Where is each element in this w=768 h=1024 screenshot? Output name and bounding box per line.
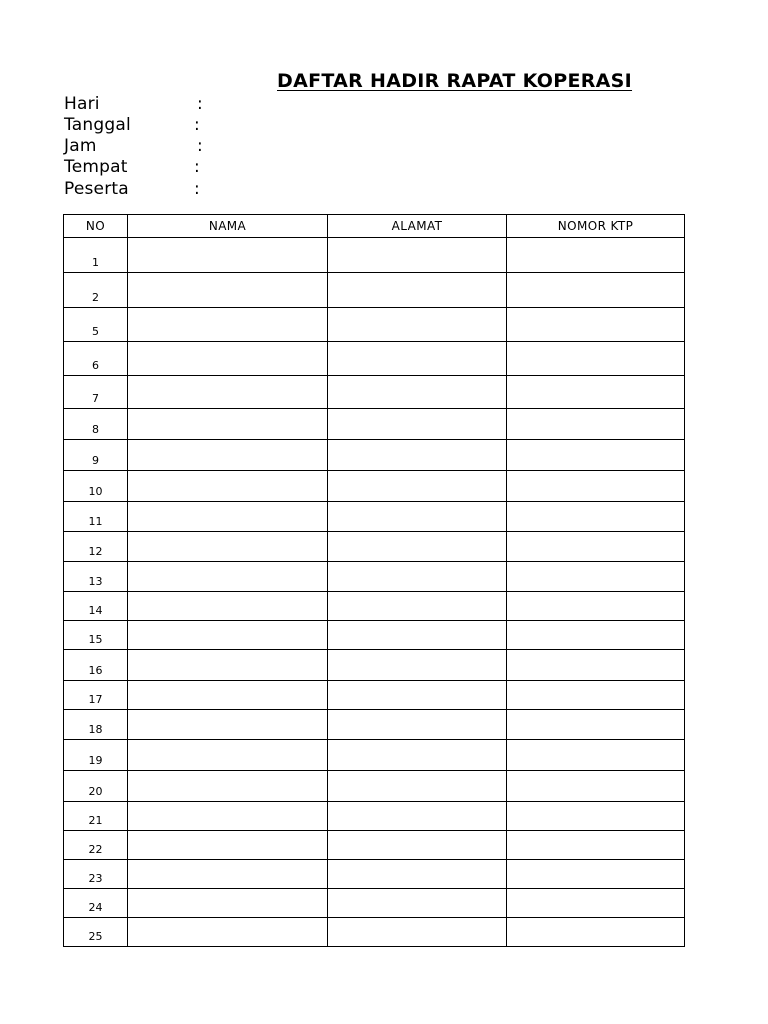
table-row xyxy=(64,740,685,771)
document-title: DAFTAR HADIR RAPAT KOPERASI xyxy=(277,70,633,92)
alamat-cell[interactable] xyxy=(328,681,507,710)
table-row xyxy=(64,440,685,471)
column-header-nomor-ktp: NOMOR KTP xyxy=(507,215,685,238)
nomor-ktp-cell[interactable] xyxy=(507,710,685,740)
field-separator: : xyxy=(194,179,200,199)
table-row xyxy=(64,889,685,918)
table-row xyxy=(64,802,685,831)
row-number: 15 xyxy=(64,621,128,650)
table-row xyxy=(64,860,685,889)
nomor-ktp-cell[interactable] xyxy=(507,740,685,771)
nama-cell[interactable] xyxy=(128,342,328,376)
nomor-ktp-cell[interactable] xyxy=(507,831,685,860)
field-hari xyxy=(64,94,203,115)
alamat-cell[interactable] xyxy=(328,342,507,376)
nama-cell[interactable] xyxy=(128,238,328,273)
table-row xyxy=(64,831,685,860)
field-peserta xyxy=(64,179,200,200)
table-row xyxy=(64,273,685,308)
field-separator: : xyxy=(194,115,200,135)
nama-cell[interactable] xyxy=(128,592,328,621)
row-number: 20 xyxy=(64,771,128,802)
alamat-cell[interactable] xyxy=(328,592,507,621)
row-number: 17 xyxy=(64,681,128,710)
alamat-cell[interactable] xyxy=(328,471,507,502)
alamat-cell[interactable] xyxy=(328,376,507,409)
nama-cell[interactable] xyxy=(128,376,328,409)
nomor-ktp-cell[interactable] xyxy=(507,409,685,440)
nomor-ktp-cell[interactable] xyxy=(507,621,685,650)
column-header-no: NO xyxy=(64,215,128,238)
table-row xyxy=(64,771,685,802)
nama-cell[interactable] xyxy=(128,471,328,502)
alamat-cell[interactable] xyxy=(328,860,507,889)
nama-cell[interactable] xyxy=(128,562,328,592)
row-number: 23 xyxy=(64,860,128,889)
alamat-cell[interactable] xyxy=(328,562,507,592)
nama-cell[interactable] xyxy=(128,409,328,440)
nomor-ktp-cell[interactable] xyxy=(507,918,685,947)
alamat-cell[interactable] xyxy=(328,238,507,273)
row-number: 7 xyxy=(64,376,128,409)
table-row xyxy=(64,308,685,342)
alamat-cell[interactable] xyxy=(328,918,507,947)
table-header-row xyxy=(64,215,685,238)
field-label: Tanggal xyxy=(64,115,131,135)
alamat-cell[interactable] xyxy=(328,621,507,650)
nomor-ktp-cell[interactable] xyxy=(507,238,685,273)
field-separator: : xyxy=(197,94,203,114)
alamat-cell[interactable] xyxy=(328,440,507,471)
alamat-cell[interactable] xyxy=(328,532,507,562)
nomor-ktp-cell[interactable] xyxy=(507,592,685,621)
field-label: Jam xyxy=(64,136,97,156)
field-separator: : xyxy=(194,157,200,177)
field-tempat xyxy=(64,157,200,178)
nama-cell[interactable] xyxy=(128,860,328,889)
field-separator: : xyxy=(197,136,203,156)
nama-cell[interactable] xyxy=(128,650,328,681)
table-row xyxy=(64,409,685,440)
field-label: Hari xyxy=(64,94,100,114)
nama-cell[interactable] xyxy=(128,502,328,532)
nama-cell[interactable] xyxy=(128,532,328,562)
row-number: 10 xyxy=(64,471,128,502)
column-header-alamat: ALAMAT xyxy=(328,215,507,238)
row-number: 13 xyxy=(64,562,128,592)
nomor-ktp-cell[interactable] xyxy=(507,376,685,409)
table-row xyxy=(64,592,685,621)
nama-cell[interactable] xyxy=(128,740,328,771)
table-row xyxy=(64,710,685,740)
table-row xyxy=(64,532,685,562)
nomor-ktp-cell[interactable] xyxy=(507,562,685,592)
row-number: 24 xyxy=(64,889,128,918)
row-number: 18 xyxy=(64,710,128,740)
table-row xyxy=(64,376,685,409)
nomor-ktp-cell[interactable] xyxy=(507,860,685,889)
alamat-cell[interactable] xyxy=(328,771,507,802)
nama-cell[interactable] xyxy=(128,918,328,947)
nama-cell[interactable] xyxy=(128,802,328,831)
nomor-ktp-cell[interactable] xyxy=(507,342,685,376)
field-tanggal xyxy=(64,115,200,136)
nomor-ktp-cell[interactable] xyxy=(507,681,685,710)
nomor-ktp-cell[interactable] xyxy=(507,650,685,681)
alamat-cell[interactable] xyxy=(328,802,507,831)
row-number: 1 xyxy=(64,238,128,273)
column-header-nama: NAMA xyxy=(128,215,328,238)
row-number: 21 xyxy=(64,802,128,831)
alamat-cell[interactable] xyxy=(328,710,507,740)
nama-cell[interactable] xyxy=(128,710,328,740)
nama-cell[interactable] xyxy=(128,889,328,918)
nomor-ktp-cell[interactable] xyxy=(507,440,685,471)
row-number: 5 xyxy=(64,308,128,342)
alamat-cell[interactable] xyxy=(328,889,507,918)
nomor-ktp-cell[interactable] xyxy=(507,889,685,918)
field-jam xyxy=(64,136,203,157)
nomor-ktp-cell[interactable] xyxy=(507,532,685,562)
nomor-ktp-cell[interactable] xyxy=(507,273,685,308)
row-number: 22 xyxy=(64,831,128,860)
row-number: 6 xyxy=(64,342,128,376)
table-row xyxy=(64,238,685,273)
table-row xyxy=(64,621,685,650)
field-label: Tempat xyxy=(64,157,128,177)
table-row xyxy=(64,918,685,947)
alamat-cell[interactable] xyxy=(328,502,507,532)
row-number: 9 xyxy=(64,440,128,471)
nomor-ktp-cell[interactable] xyxy=(507,771,685,802)
nomor-ktp-cell[interactable] xyxy=(507,308,685,342)
row-number: 16 xyxy=(64,650,128,681)
table-row xyxy=(64,681,685,710)
table-row xyxy=(64,471,685,502)
nama-cell[interactable] xyxy=(128,771,328,802)
row-number: 12 xyxy=(64,532,128,562)
table-row xyxy=(64,342,685,376)
row-number: 19 xyxy=(64,740,128,771)
row-number: 11 xyxy=(64,502,128,532)
alamat-cell[interactable] xyxy=(328,831,507,860)
alamat-cell[interactable] xyxy=(328,273,507,308)
nama-cell[interactable] xyxy=(128,440,328,471)
field-label: Peserta xyxy=(64,179,129,199)
nama-cell[interactable] xyxy=(128,308,328,342)
alamat-cell[interactable] xyxy=(328,740,507,771)
row-number: 25 xyxy=(64,918,128,947)
nama-cell[interactable] xyxy=(128,681,328,710)
row-number: 14 xyxy=(64,592,128,621)
table-row xyxy=(64,502,685,532)
row-number: 8 xyxy=(64,409,128,440)
nomor-ktp-cell[interactable] xyxy=(507,471,685,502)
title-container xyxy=(277,68,683,94)
alamat-cell[interactable] xyxy=(328,650,507,681)
alamat-cell[interactable] xyxy=(328,409,507,440)
nama-cell[interactable] xyxy=(128,831,328,860)
nomor-ktp-cell[interactable] xyxy=(507,802,685,831)
row-number: 2 xyxy=(64,273,128,308)
table-row xyxy=(64,562,685,592)
nama-cell[interactable] xyxy=(128,273,328,308)
alamat-cell[interactable] xyxy=(328,308,507,342)
nama-cell[interactable] xyxy=(128,621,328,650)
nomor-ktp-cell[interactable] xyxy=(507,502,685,532)
table-row xyxy=(64,650,685,681)
attendance-table xyxy=(63,214,685,947)
